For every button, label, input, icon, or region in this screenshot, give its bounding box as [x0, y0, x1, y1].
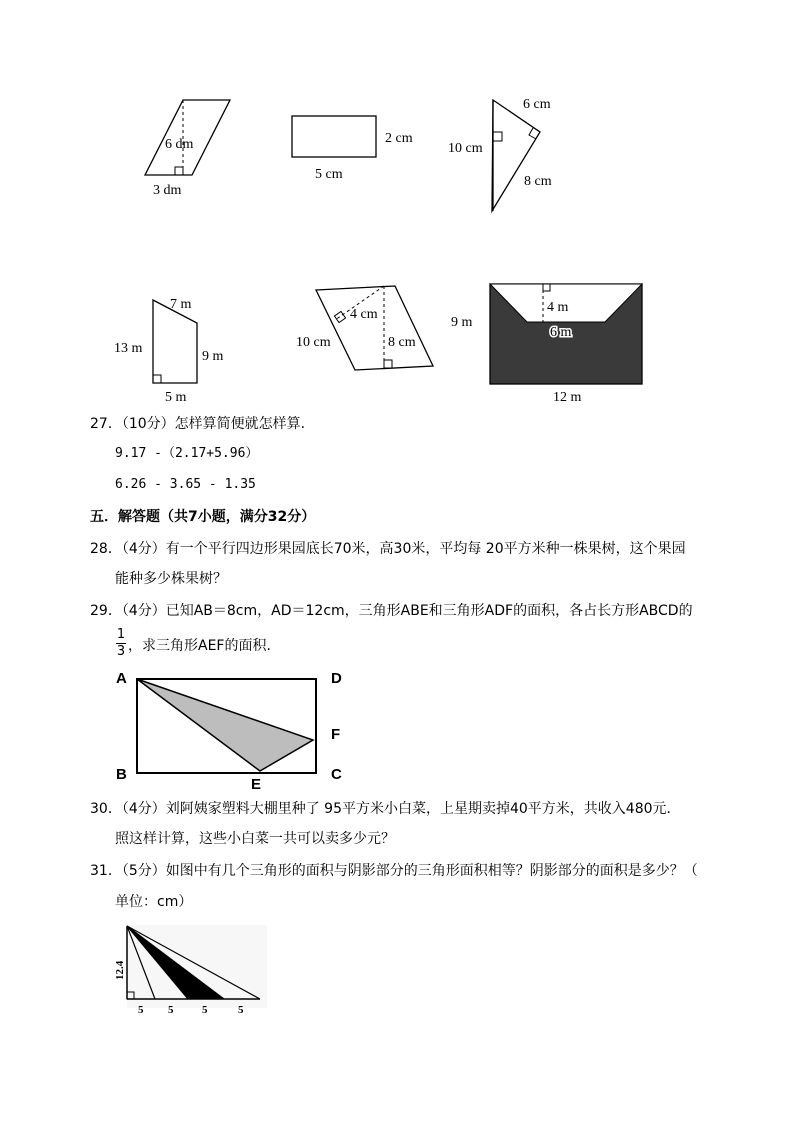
q29-fraction-numerator: 1	[116, 627, 126, 642]
rectangle-height-label: 2 cm	[385, 131, 413, 146]
label-B: B	[116, 766, 127, 783]
rectangle-base-label: 5 cm	[315, 167, 343, 182]
parallelogram-height-label: 6 dm	[165, 137, 194, 152]
label-A: A	[116, 670, 127, 687]
label-D: D	[331, 670, 342, 687]
section-5-heading: 五．解答题（共7小题，满分32分）	[90, 509, 316, 525]
q28-line1: 28．（4分）有一个平行四边形果园底长70米，高30米，平均每 20平方米种一株果树，这个果园	[90, 541, 686, 557]
label-E: E	[251, 776, 262, 790]
q28-line2: 能种多少株果树？	[115, 571, 227, 587]
trapezoid-figure	[114, 297, 224, 405]
q31-seg4-label: 5	[238, 1004, 244, 1016]
trapezoid-left-label: 13 m	[114, 341, 143, 356]
q31-seg3-label: 5	[202, 1004, 208, 1016]
q29-fraction-denominator: 3	[116, 644, 126, 659]
parallelogram2-side-label: 10 cm	[296, 335, 331, 350]
q29-line2: ，求三角形AEF的面积．	[128, 638, 281, 654]
q30-line2: 照这样计算，这些小白菜一共可以卖多少元？	[115, 831, 395, 847]
trapezoid-bottom-label: 5 m	[165, 390, 187, 405]
right-triangle-figure	[448, 97, 552, 211]
shaded-left-label: 9 m	[451, 315, 473, 330]
triangle-hyp-label: 8 cm	[524, 174, 552, 189]
trapezoid-right-label: 9 m	[202, 349, 224, 364]
figures-row-1	[135, 90, 655, 240]
label-F: F	[331, 726, 341, 743]
triangle-left-label: 10 cm	[448, 141, 483, 156]
shaded-rectangle-figure	[451, 284, 642, 405]
q27-title: 27．（10分）怎样算简便就怎样算．	[90, 416, 315, 432]
parallelogram-figure	[145, 100, 230, 198]
shaded-inner-height-label: 4 m	[547, 300, 569, 315]
parallelogram2-height2-label: 8 cm	[388, 335, 416, 350]
triangle-top-label: 6 cm	[523, 97, 551, 112]
figures-row-2	[110, 280, 660, 405]
label-C: C	[331, 766, 342, 783]
q31-triangle-diagram	[110, 922, 270, 1022]
q31-seg2-label: 5	[168, 1004, 174, 1016]
parallelogram2-figure	[296, 286, 433, 370]
q27-expr1: 9.17 -（2.17+5.96）	[115, 446, 259, 461]
q31-height-label: 12.4	[114, 960, 126, 980]
q29-line1: 29．（4分）已知AB＝8cm，AD＝12cm，三角形ABE和三角形ADF的面积，各占长方形ABCD的	[90, 603, 693, 619]
q30-line1: 30．（4分）刘阿姨家塑料大棚里种了 95平方米小白菜，上星期卖掉40平方米，共收入480元．	[90, 801, 681, 817]
q31-line1: 31．（5分）如图中有几个三角形的面积与阴影部分的三角形面积相等？阴影部分的面积是多少？（	[90, 863, 698, 879]
q29-fraction	[116, 628, 126, 659]
q31-seg1-label: 5	[138, 1004, 144, 1016]
trapezoid-top-label: 7 m	[170, 297, 192, 312]
q27-expr2: 6.26 - 3.65 - 1.35	[115, 477, 256, 492]
q29-rectangle-diagram	[110, 668, 360, 790]
q31-line2: 单位：cm）	[115, 894, 193, 910]
rectangle-figure	[292, 116, 413, 182]
shaded-bottom-label: 12 m	[553, 390, 582, 405]
shaded-inner-base-label: 6 m	[550, 325, 572, 340]
parallelogram-base-label: 3 dm	[153, 183, 182, 198]
parallelogram2-height1-label: 4 cm	[350, 307, 378, 322]
